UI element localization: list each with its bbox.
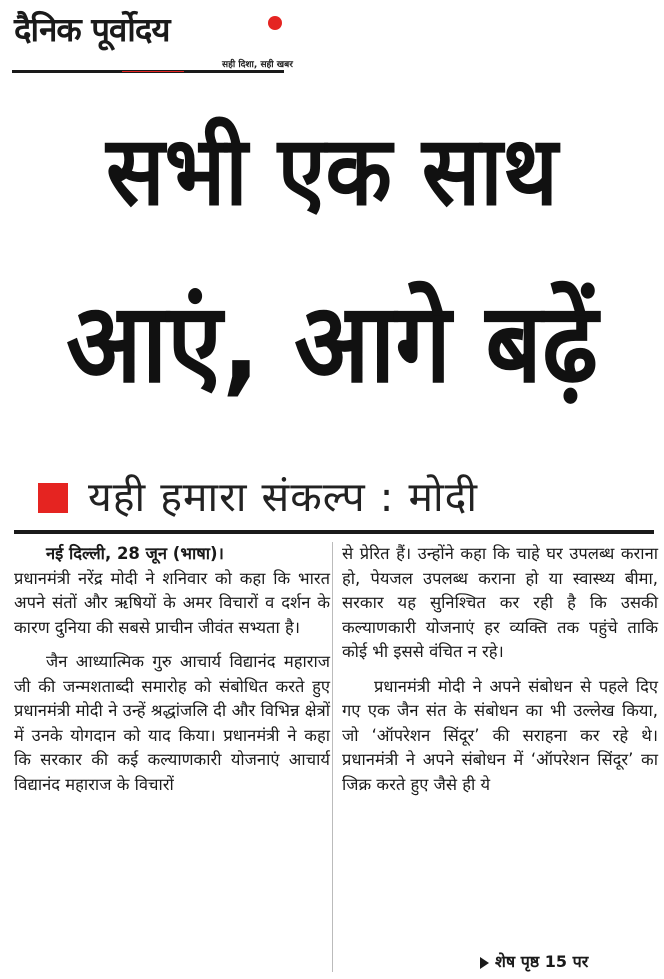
article-paragraph: प्रधानमंत्री मोदी ने अपने संबोधन से पहले दिए गए एक जैन संत के संबोधन का भी उल्लेख किया, जो ‘ऑपरेशन सिंदूर’ की सराहना कर रहे थे। प्रधानमंत्री ने अपने संबोधन में ‘ऑपरेशन सिंदूर’ का जिक्र करते हुए जैसे ही ये <box>342 676 658 794</box>
column-separator <box>332 542 333 972</box>
headline-line-2: आएं, आगे बढ़ें <box>66 279 598 407</box>
play-arrow-icon <box>480 957 489 969</box>
article-column-1 <box>14 542 330 797</box>
square-bullet-icon <box>38 483 68 513</box>
section-divider <box>14 530 654 534</box>
dateline: नई दिल्ली, 28 जून (भाषा)। <box>46 544 224 563</box>
article-paragraph: जैन आध्यात्मिक गुरु आचार्य विद्यानंद महाराज जी की जन्मशताब्दी समारोह को संबोधित करते हुए प्रधानमंत्री मोदी ने उन्हें श्रद्धांजलि दी और विभिन्न क्षेत्रों में उनके योगदान को याद किया। प्रधानमंत्री ने कहा कि सरकार की कई कल्याणकारी योजनाएं आचार्य विद्यानंद महाराज के विचारों <box>14 652 330 794</box>
headline-line-1: सभी एक साथ <box>106 115 558 227</box>
paragraph-text: प्रधानमंत्री नरेंद्र मोदी ने शनिवार को कहा कि भारत अपने संतों और ऋषियों के अमर विचारों व दर्शन के कारण दुनिया की सबसे प्राचीन जीवंत सभ्यता है। <box>14 568 330 637</box>
continued-on-page <box>480 950 588 972</box>
article-paragraph <box>14 542 330 640</box>
logo-tagline: सही दिशा, सही खबर <box>222 60 293 70</box>
masthead-rule-accent <box>122 71 184 72</box>
article-column-2 <box>342 542 658 797</box>
article-paragraph: से प्रेरित हैं। उन्होंने कहा कि चाहे घर उपलब्ध कराना हो, पेयजल उपलब्ध कराना हो या स्वास्थ्य बीमा, सरकार यह सुनिश्चित कर रही है कि उसकी कल्याणकारी योजनाएं हर व्यक्ति तक पहुंचे ताकि कोई भी इससे वंचित न रहे। <box>342 544 658 661</box>
subheadline <box>38 472 648 522</box>
masthead <box>12 6 293 72</box>
newspaper-logo: दैनिक पूर्वोदय <box>14 10 170 49</box>
continued-text: शेष पृष्ठ 15 पर <box>495 952 589 971</box>
subheadline-text: यही हमारा संकल्प : मोदी <box>88 473 479 521</box>
logo-dot-icon <box>268 16 282 30</box>
